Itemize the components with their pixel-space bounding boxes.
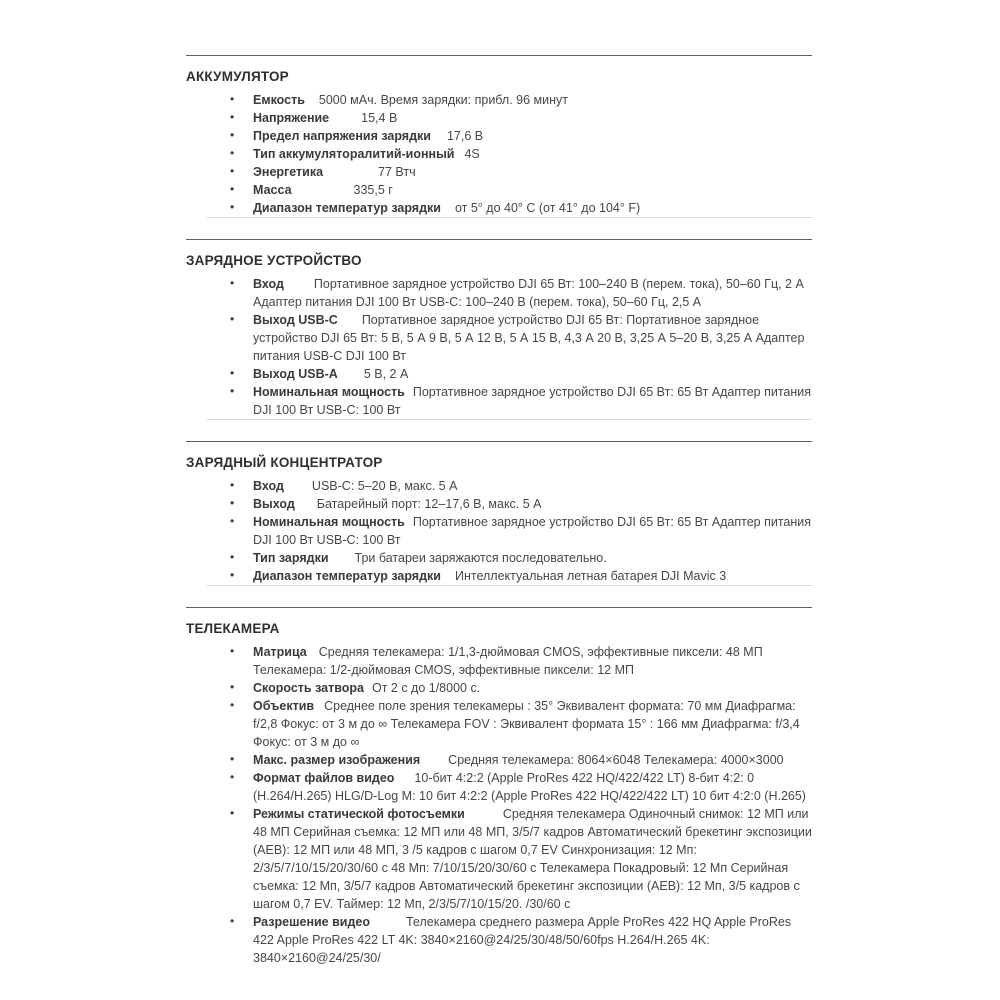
- spec-label: Формат файлов видео: [253, 771, 395, 785]
- bullet-icon: •: [230, 914, 235, 928]
- section-rows: [186, 275, 812, 419]
- section-title-charging-hub: ЗАРЯДНЫЙ КОНЦЕНТРАТОР: [186, 455, 383, 470]
- spec-row: [186, 127, 812, 145]
- bullet-icon: •: [230, 146, 235, 160]
- spec-label: Макс. размер изображения: [253, 753, 421, 767]
- spec-label: Выход: [253, 497, 295, 511]
- spec-row: [186, 383, 812, 419]
- spec-value: Батарейный порт: 12–17,6 В, макс. 5 А: [316, 497, 542, 511]
- spec-value: Портативное зарядное устройство DJI 65 Вт: 65 Вт Адаптер питания DJI 100 Вт USB-C: 100 Вт: [253, 515, 812, 547]
- spec-value: Портативное зарядное устройство DJI 65 Вт: 65 Вт Адаптер питания DJI 100 Вт USB-C: 100 Вт: [253, 385, 812, 417]
- section-divider: [186, 239, 812, 240]
- spec-label: Напряжение: [253, 111, 330, 125]
- spec-row: [186, 549, 812, 567]
- spec-row: [186, 145, 812, 163]
- spec-row: [186, 697, 812, 751]
- spec-value: 4S: [464, 147, 480, 161]
- spec-row: [186, 109, 812, 127]
- spec-row: [186, 91, 812, 109]
- spec-value: Среднее поле зрения телекамеры : 35° Эквивалент формата: 70 мм Диафрагма: f/2,8 Фокус: от 3 м до ∞ Телекамера FOV : Эквивалент формата 15° : 166 мм Диафрагма: f/3,4 Фокус: от 3 м до ∞: [253, 699, 800, 749]
- spec-row: [186, 751, 812, 769]
- spec-value: 17,6 В: [446, 129, 484, 143]
- section-rows: [186, 643, 812, 967]
- spec-label: Предел напряжения зарядки: [253, 129, 431, 143]
- spec-value: от 5° до 40° C (от 41° до 104° F): [454, 201, 641, 215]
- bullet-icon: •: [230, 752, 235, 766]
- spec-row: [186, 513, 812, 549]
- bullet-icon: •: [230, 496, 235, 510]
- spec-row: [186, 567, 812, 585]
- bullet-icon: •: [230, 366, 235, 380]
- spec-value: Телекамера среднего размера Apple ProRes 422 HQ Apple ProRes 422 Apple ProRes 422 LT 4K: 3840×2160@24/25/30/48/50/60fps H.264/H.265 4K: 3840×2160@24/25/30/: [253, 915, 792, 965]
- spec-row: [186, 311, 812, 365]
- spec-label: Номинальная мощность: [253, 385, 405, 399]
- bullet-icon: •: [230, 312, 235, 326]
- bullet-icon: •: [230, 110, 235, 124]
- bullet-icon: •: [230, 698, 235, 712]
- section-rows: [186, 477, 812, 585]
- spec-label: Емкость: [253, 93, 305, 107]
- section-divider: [186, 607, 812, 608]
- section-rows: [186, 91, 812, 217]
- spec-label: Матрица: [253, 645, 307, 659]
- spec-label: Разрешение видео: [253, 915, 370, 929]
- spec-value: 5000 мАч. Время зарядки: прибл. 96 минут: [318, 93, 568, 107]
- spec-row: [186, 495, 812, 513]
- spec-row: [186, 477, 812, 495]
- spec-value: Портативное зарядное устройство DJI 65 Вт: 100–240 В (перем. тока), 50–60 Гц, 2 А Адаптер питания DJI 100 Вт USB-C: 100–240 В (перем. тока), 50–60 Гц, 2,5 А: [253, 277, 804, 309]
- bullet-icon: •: [230, 806, 235, 820]
- spec-label: Номинальная мощность: [253, 515, 405, 529]
- spec-label: Тип аккумуляторалитий-ионный: [253, 147, 455, 161]
- spec-row: [186, 769, 812, 805]
- spec-label: Выход USB-A: [253, 367, 338, 381]
- spec-value: 77 Втч: [378, 165, 416, 179]
- spec-row: [186, 199, 812, 217]
- spec-row: [186, 365, 812, 383]
- bullet-icon: •: [230, 770, 235, 784]
- bullet-icon: •: [230, 550, 235, 564]
- spec-label: Диапазон температур зарядки: [253, 569, 441, 583]
- bullet-icon: •: [230, 680, 235, 694]
- spec-value: USB-C: 5–20 В, макс. 5 А: [311, 479, 458, 493]
- spec-label: Вход: [253, 479, 284, 493]
- spec-label: Скорость затвора: [253, 681, 364, 695]
- spec-row: [186, 643, 812, 679]
- section-divider: [186, 55, 812, 56]
- spec-value: Интеллектуальная летная батарея DJI Mavic 3: [454, 569, 727, 583]
- spec-value: 15,4 В: [361, 111, 398, 125]
- section-title-battery: АККУМУЛЯТОР: [186, 69, 289, 84]
- spec-row: [186, 275, 812, 311]
- spec-row: [186, 679, 812, 697]
- spec-value: Портативное зарядное устройство DJI 65 Вт: Портативное зарядное устройство DJI 65 Вт: 5 В, 5 А 9 В, 5 А 12 В, 5 А 15 В, 4,3 А 20 В, 3,25 А 5–20 В, 3,25 А Адаптер питания USB-C DJI 100 Вт: [253, 313, 805, 363]
- section-title-tele-camera: ТЕЛЕКАМЕРА: [186, 621, 280, 636]
- bullet-icon: •: [230, 478, 235, 492]
- bullet-icon: •: [230, 128, 235, 142]
- spec-value: От 2 с до 1/8000 с.: [371, 681, 481, 695]
- bullet-icon: •: [230, 276, 235, 290]
- bullet-icon: •: [230, 92, 235, 106]
- spec-value: Средняя телекамера: 1/1,3-дюймовая CMOS, эффективные пиксели: 48 МП Телекамера: 1/2-дюймовая CMOS, эффективные пиксели: 12 МП: [253, 645, 763, 677]
- spec-label: Диапазон температур зарядки: [253, 201, 441, 215]
- bullet-icon: •: [230, 200, 235, 214]
- bullet-icon: •: [230, 568, 235, 582]
- spec-value: 10-бит 4:2:2 (Apple ProRes 422 HQ/422/422 LT) 8-бит 4:2: 0 (H.264/H.265) HLG/D-Log M: 10 бит 4:2:2 (Apple ProRes 422 HQ/422/422 LT) 10 бит 4:2:0 (H.265): [253, 771, 806, 803]
- bullet-icon: •: [230, 182, 235, 196]
- spec-row: [186, 913, 812, 967]
- spec-label: Энергетика: [253, 165, 324, 179]
- spec-value: Три батареи заряжаются последовательно.: [354, 551, 607, 565]
- section-title-charger: ЗАРЯДНОЕ УСТРОЙСТВО: [186, 253, 362, 268]
- spec-label: Масса: [253, 183, 292, 197]
- section-divider: [186, 441, 812, 442]
- spec-label: Вход: [253, 277, 284, 291]
- bullet-icon: •: [230, 164, 235, 178]
- spec-label: Режимы статической фотосъемки: [253, 807, 465, 821]
- bullet-icon: •: [230, 514, 235, 528]
- spec-label: Выход USB-C: [253, 313, 338, 327]
- spec-value: 335,5 г: [353, 183, 393, 197]
- spec-value: Средняя телекамера: 8064×6048 Телекамера: 4000×3000: [448, 753, 784, 767]
- spec-row: [186, 163, 812, 181]
- bullet-icon: •: [230, 644, 235, 658]
- bullet-icon: •: [230, 384, 235, 398]
- spec-value: Средняя телекамера Одиночный снимок: 12 МП или 48 МП Серийная съемка: 12 МП или 48 МП, 3/5/7 кадров Автоматический брекетинг экспозиции (AEB): 12 МП или 48 МП, 3 /5 кадров с шагом 0,7 EV Синхронизация: 12 Мп: 2/3/5/7/10/15/20/30/60 с 48 Мп: 7/10/15/20/30/60 с Телекамера Покадровый: 12 Мп Серийная съемка: 12 Мп, 3/5/7 кадров Автоматический брекетинг экспозиции (AEB): 12 Мп, 3/5 кадров с шагом 0,7 EV. Таймер: 12 Мп, 2/3/5/7/10/15/20. /30/60 с: [253, 807, 812, 911]
- spec-value: 5 В, 2 А: [363, 367, 409, 381]
- spec-label: Объектив: [253, 699, 315, 713]
- spec-row: [186, 181, 812, 199]
- spec-row: [186, 805, 812, 913]
- spec-label: Тип зарядки: [253, 551, 329, 565]
- spec-document: [186, 55, 812, 967]
